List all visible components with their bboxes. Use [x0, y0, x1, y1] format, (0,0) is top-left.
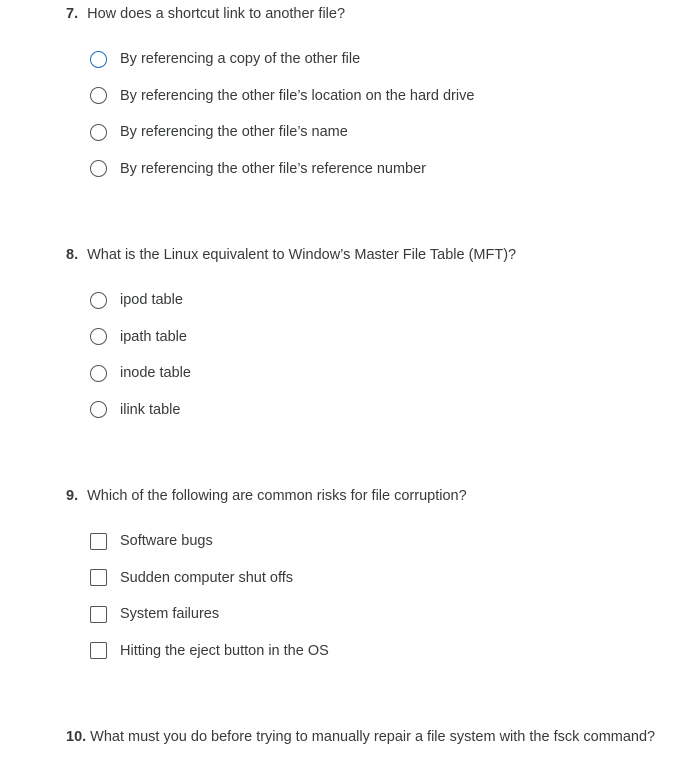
option-label: inode table: [120, 365, 191, 382]
checkbox[interactable]: [90, 569, 107, 586]
radio-button[interactable]: [90, 401, 107, 418]
radio-button[interactable]: [90, 328, 107, 345]
answer-options: [90, 523, 329, 669]
option-checkbox[interactable]: [90, 560, 329, 597]
question-number: 8.: [66, 247, 79, 263]
option-label: Software bugs: [120, 533, 213, 550]
radio-button[interactable]: [90, 292, 107, 309]
option-radio[interactable]: [90, 151, 474, 188]
answer-options: [90, 41, 474, 187]
checkbox[interactable]: [90, 642, 107, 659]
option-radio[interactable]: [90, 282, 191, 319]
question-text: What is the Linux equivalent to Window’s Master File Table (MFT)?: [87, 247, 517, 263]
option-label: System failures: [120, 606, 220, 623]
radio-button[interactable]: [90, 51, 107, 68]
option-label: By referencing the other file’s location on the hard drive: [120, 87, 475, 104]
option-checkbox[interactable]: [90, 633, 329, 670]
option-radio[interactable]: [90, 355, 191, 392]
option-radio[interactable]: [90, 392, 191, 429]
question-number: 9.: [66, 488, 79, 504]
option-label: ilink table: [120, 401, 181, 418]
option-radio[interactable]: [90, 114, 474, 151]
option-label: ipod table: [120, 292, 183, 309]
question-header: [66, 4, 345, 24]
option-label: By referencing a copy of the other file: [120, 51, 361, 68]
question-number: 10.: [66, 729, 87, 745]
answer-options: [90, 282, 191, 428]
option-radio[interactable]: [90, 319, 191, 356]
option-label: By referencing the other file’s name: [120, 124, 348, 141]
radio-button[interactable]: [90, 87, 107, 104]
checkbox[interactable]: [90, 606, 107, 623]
question-header: [66, 486, 467, 506]
checkbox[interactable]: [90, 533, 107, 550]
option-label: Sudden computer shut offs: [120, 569, 294, 586]
option-radio[interactable]: [90, 78, 474, 115]
option-radio[interactable]: [90, 41, 474, 78]
option-label: Hitting the eject button in the OS: [120, 642, 329, 659]
question-text: How does a shortcut link to another file?: [87, 6, 346, 22]
question-number: 7.: [66, 6, 79, 22]
option-label: ipath table: [120, 328, 187, 345]
question-header: [66, 727, 655, 747]
option-checkbox[interactable]: [90, 523, 329, 560]
radio-button[interactable]: [90, 365, 107, 382]
option-label: By referencing the other file’s reference number: [120, 160, 427, 177]
question-text: Which of the following are common risks for file corruption?: [87, 488, 467, 504]
radio-button[interactable]: [90, 124, 107, 141]
option-checkbox[interactable]: [90, 596, 329, 633]
question-text: What must you do before trying to manually repair a file system with the fsck command?: [90, 729, 656, 745]
radio-button[interactable]: [90, 160, 107, 177]
question-header: [66, 245, 516, 265]
